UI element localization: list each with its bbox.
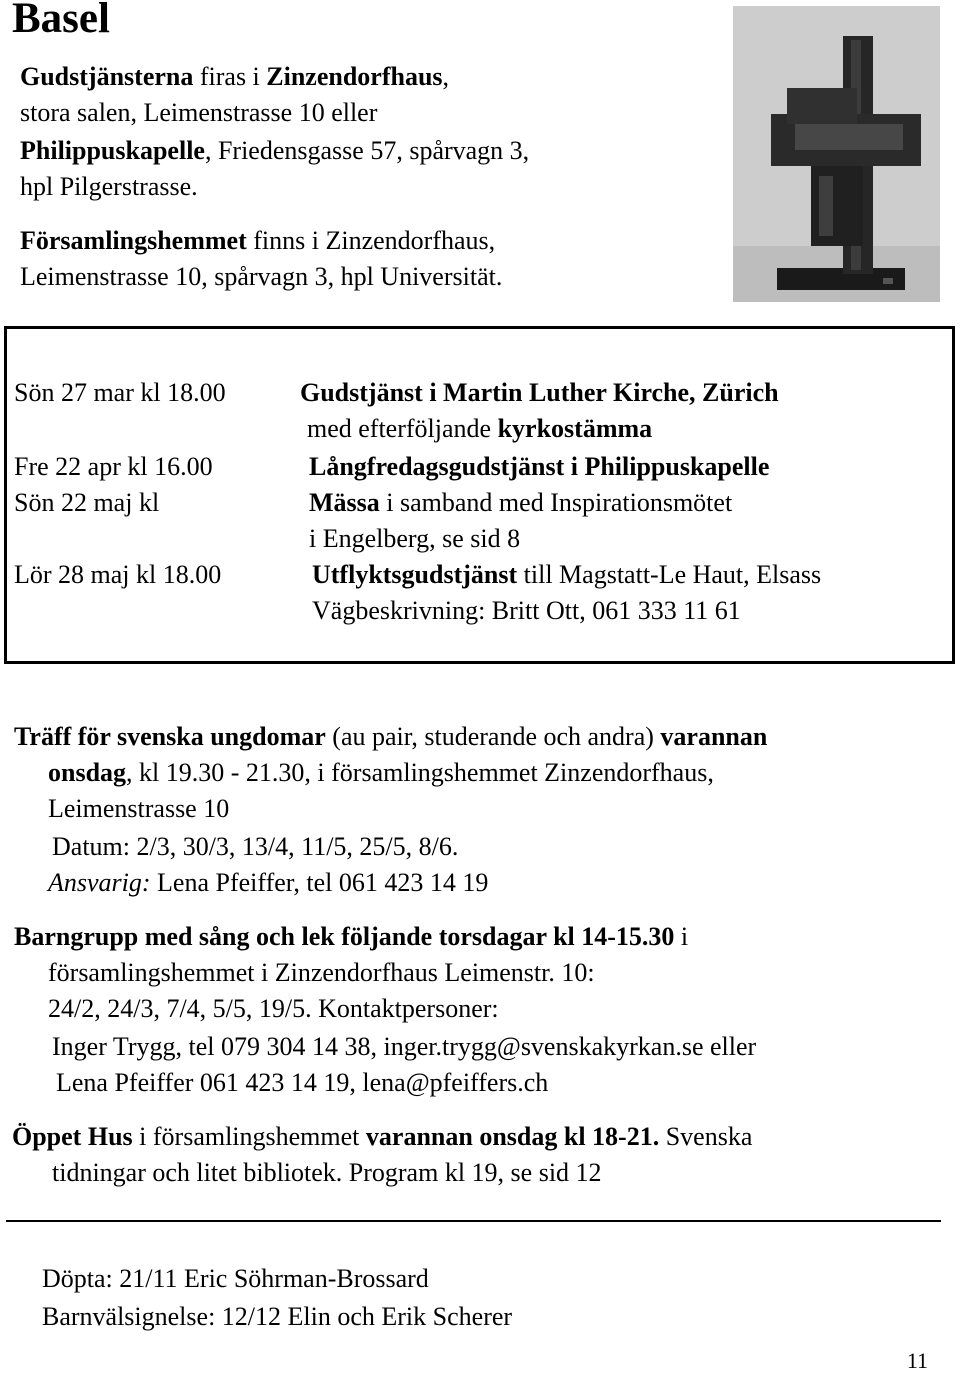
youth-italic: Ansvarig: xyxy=(48,868,151,897)
schedule-date-2: Fre 22 apr kl 16.00 xyxy=(14,452,213,481)
kids-bold: Barngrupp med sång och lek följande torsdagar kl 14-15.30 xyxy=(14,922,675,951)
cross-sculpture-icon xyxy=(733,6,940,302)
youth-text: (au pair, studerande och andra) xyxy=(325,722,661,751)
schedule-bold: kyrkostämma xyxy=(497,414,653,443)
youth-bold: Träff för svenska ungdomar xyxy=(14,722,326,751)
schedule-event-3-detail: i Engelberg, se sid 8 xyxy=(309,524,521,553)
schedule-event-1-detail xyxy=(307,414,652,444)
intro-line-2: stora salen, Leimenstrasse 10 eller xyxy=(20,98,378,127)
kids-line-2: församlingshemmet i Zinzendorfhaus Leimenstr. 10: xyxy=(48,958,595,987)
cross-sculpture-photo xyxy=(733,6,940,302)
schedule-date-4: Lör 28 maj kl 18.00 xyxy=(14,560,222,589)
page-title: Basel xyxy=(12,0,110,42)
schedule-text: med efterföljande xyxy=(307,414,498,443)
schedule-date-3: Sön 22 maj kl xyxy=(14,488,160,517)
intro-bold-hall: Församlingshemmet xyxy=(20,226,247,255)
kids-text: i xyxy=(674,922,689,951)
schedule-text: till Magstatt-Le Haut, Elsass xyxy=(517,560,822,589)
youth-text: , kl 19.30 - 21.30, i församlingshemmet Zinzendorfhaus, xyxy=(126,758,714,787)
intro-bold-chapel: Philippuskapelle xyxy=(20,136,205,165)
schedule-bold: Mässa xyxy=(309,488,380,517)
youth-contact xyxy=(48,868,488,898)
open-house-text: Svenska xyxy=(659,1122,753,1151)
schedule-event-1 xyxy=(300,378,779,408)
intro-line-6: Leimenstrasse 10, spårvagn 3, hpl Universität. xyxy=(20,262,503,291)
schedule-event-2 xyxy=(309,452,769,482)
open-house-bold: varannan onsdag kl 18-21. xyxy=(365,1122,660,1151)
intro-text: firas i xyxy=(193,62,267,91)
schedule-event-3 xyxy=(309,488,732,518)
open-house-line-1 xyxy=(12,1122,752,1152)
youth-text: Lena Pfeiffer, tel 061 423 14 19 xyxy=(150,868,489,897)
baptized-line: Döpta: 21/11 Eric Söhrman-Brossard xyxy=(42,1264,429,1293)
schedule-event-4-detail: Vägbeskrivning: Britt Ott, 061 333 11 61 xyxy=(312,596,741,625)
youth-line-2 xyxy=(48,758,714,788)
open-house-bold: Öppet Hus xyxy=(12,1122,133,1151)
youth-bold: varannan xyxy=(660,722,768,751)
intro-line-3 xyxy=(20,134,529,168)
kids-line-5: Lena Pfeiffer 061 423 14 19, lena@pfeiffers.ch xyxy=(56,1068,549,1097)
intro-text: , xyxy=(442,62,450,91)
intro-bold-services: Gudstjänsterna xyxy=(20,62,194,91)
page-number: 11 xyxy=(906,1348,928,1373)
schedule-bold: Utflyktsgudstjänst xyxy=(312,560,518,589)
youth-line-3: Leimenstrasse 10 xyxy=(48,794,230,823)
youth-dates: Datum: 2/3, 30/3, 13/4, 11/5, 25/5, 8/6. xyxy=(52,832,459,861)
schedule-event-4 xyxy=(312,560,821,590)
kids-line-4: Inger Trygg, tel 079 304 14 38, inger.trygg@svenskakyrkan.se eller xyxy=(52,1032,757,1061)
youth-line-1 xyxy=(14,722,767,752)
kids-line-3: 24/2, 24/3, 7/4, 5/5, 19/5. Kontaktpersoner: xyxy=(48,994,499,1023)
schedule-event-1-title: Gudstjänst i Martin Luther Kirche, Zürich xyxy=(300,378,779,407)
intro-line-5 xyxy=(20,224,495,258)
intro-line-4: hpl Pilgerstrasse. xyxy=(20,172,198,201)
schedule-text: i samband med Inspirationsmötet xyxy=(379,488,733,517)
intro-bold-place: Zinzendorfhaus xyxy=(266,62,443,91)
open-house-line-2: tidningar och litet bibliotek. Program kl 19, se sid 12 xyxy=(52,1158,602,1187)
intro-text: finns i Zinzendorfhaus, xyxy=(246,226,496,255)
open-house-text: i församlingshemmet xyxy=(132,1122,366,1151)
intro-text: , Friedensgasse 57, spårvagn 3, xyxy=(204,136,530,165)
youth-bold: onsdag xyxy=(48,758,127,787)
blessing-line: Barnvälsignelse: 12/12 Elin och Erik Scherer xyxy=(42,1302,513,1331)
section-divider xyxy=(6,1220,941,1222)
schedule-event-2-title: Långfredagsgudstjänst i Philippuskapelle xyxy=(309,452,770,481)
schedule-date-1: Sön 27 mar kl 18.00 xyxy=(14,378,226,407)
intro-line-1 xyxy=(20,60,449,94)
kids-line-1 xyxy=(14,922,688,952)
